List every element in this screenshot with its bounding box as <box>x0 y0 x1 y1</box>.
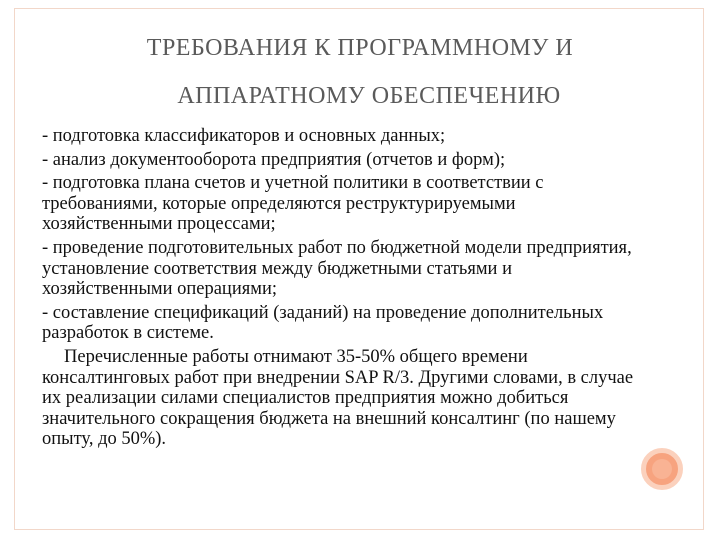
slide-title <box>0 24 720 120</box>
summary-paragraph: Перечисленные работы отнимают 35-50% общего времени консалтинговых работ при внедрении SAP R/3. Другими словами, в случае их реализации силами специалистов предприятия можно добиться значительного сокращения бюджета на внешний консалтинг (по нашему опыту, до 50%). <box>42 346 634 450</box>
list-item-chart-of-accounts: - подготовка плана счетов и учетной политики в соответствии с требованиями, которые определяются реструктурируемыми хозяйственными процессами; <box>42 173 544 235</box>
slide-title-line-1: ТРЕБОВАНИЯ К ПРОГРАММНОМУ И <box>146 35 574 61</box>
list-item-budget-model: - проведение подготовительных работ по бюджетной модели предприятия, установление соответствия между бюджетными статьями и хозяйственными операциями; <box>42 237 632 300</box>
decorative-circle-inner <box>652 459 672 479</box>
list-item-document-flow: - анализ документооборота предприятия (отчетов и форм); <box>42 149 506 170</box>
list-item-specifications: - составление спецификаций (заданий) на проведение дополнительных разработок в системе. <box>42 302 604 344</box>
list-item-classifiers: - подготовка классификаторов и основных данных; <box>42 126 446 146</box>
decorative-circle-icon <box>641 448 683 490</box>
slide-title-line-2: АППАРАТНОМУ ОБЕСПЕЧЕНИЮ <box>177 83 561 109</box>
slide-body <box>42 126 642 453</box>
